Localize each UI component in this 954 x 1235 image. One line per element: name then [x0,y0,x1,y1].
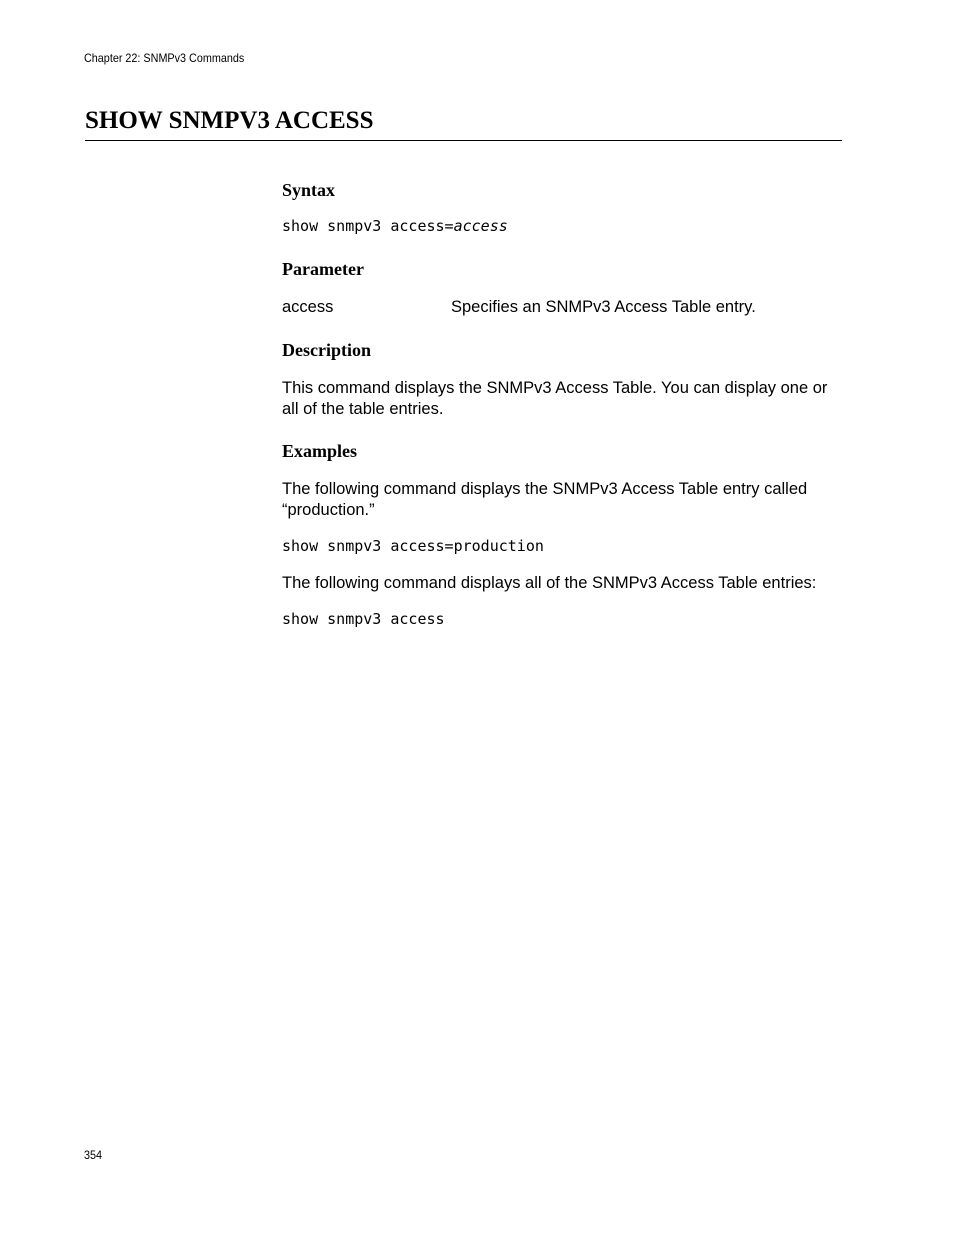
syntax-heading: Syntax [282,180,336,200]
syntax-command-text: show snmpv3 access= [282,217,454,235]
example-code-1: show snmpv3 access=production [282,537,544,555]
description-heading: Description [282,340,371,360]
syntax-command [282,216,508,236]
page-number: 354 [84,1148,103,1162]
page-title: SHOW SNMPV3 ACCESS [85,107,374,134]
running-header: Chapter 22: SNMPv3 Commands [84,51,245,65]
example-code-2: show snmpv3 access [282,610,445,628]
description-text: This command displays the SNMPv3 Access Table. You can display one or all of the table entries. [282,379,828,418]
examples-heading: Examples [282,441,358,461]
parameter-name: access [282,298,334,316]
example-intro-2: The following command displays all of the SNMPv3 Access Table entries: [282,574,817,592]
syntax-argument: access [453,217,508,235]
parameter-description: Specifies an SNMPv3 Access Table entry. [451,298,756,316]
example-intro-1: The following command displays the SNMPv3 Access Table entry called “production.” [282,480,808,519]
title-rule [85,140,842,141]
parameter-heading: Parameter [282,259,364,279]
